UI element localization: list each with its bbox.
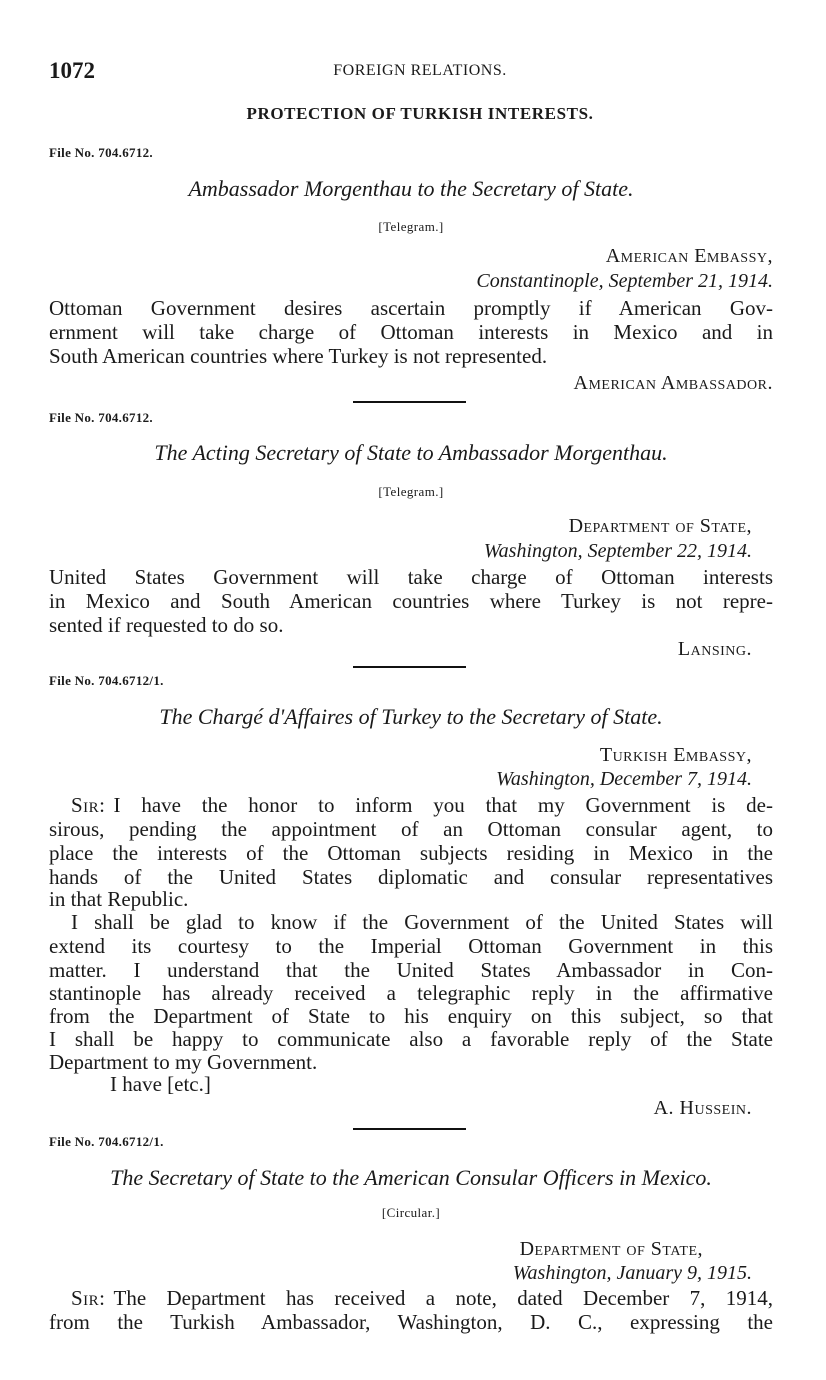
sender-place: Department of State, bbox=[568, 515, 752, 537]
body-line: Ottoman Government desires ascertain promptly if American Gov- bbox=[49, 296, 773, 320]
document-heading: The Acting Secretary of State to Ambassador Morgenthau. bbox=[154, 440, 668, 465]
body-line: South American countries where Turkey is not represented. bbox=[49, 344, 548, 368]
date-line: Washington, January 9, 1915. bbox=[512, 1262, 752, 1284]
document-type-tag: [Telegram.] bbox=[378, 219, 444, 234]
sender-place: Turkish Embassy, bbox=[599, 744, 752, 766]
signature: Lansing. bbox=[677, 638, 752, 660]
divider bbox=[353, 666, 466, 668]
body-line: from the Department of State to his enquiry on this subject, so that bbox=[49, 1004, 773, 1028]
file-number: File No. 704.6712/1. bbox=[49, 1134, 164, 1149]
body-line: I shall be glad to know if the Government of the United States will bbox=[71, 910, 773, 934]
closing-line: I have [etc.] bbox=[110, 1072, 211, 1096]
body-line: extend its courtesy to the Imperial Ottoman Government in this bbox=[49, 934, 773, 958]
body-line: from the Turkish Ambassador, Washington, D. C., expressing the bbox=[49, 1310, 773, 1334]
running-head: FOREIGN RELATIONS. bbox=[333, 62, 507, 79]
body-line: Sir: I have the honor to inform you that my Government is de- bbox=[71, 793, 773, 817]
body-line: matter. I understand that the United States Ambassador in Con- bbox=[49, 958, 773, 982]
body-line: United States Government will take charge of Ottoman interests bbox=[49, 565, 773, 589]
divider bbox=[353, 1128, 466, 1130]
sender-place: American Embassy, bbox=[605, 245, 773, 267]
body-line: place the interests of the Ottoman subjects residing in Mexico in the bbox=[49, 841, 773, 865]
section-title: PROTECTION OF TURKISH INTERESTS. bbox=[246, 104, 594, 123]
date-line: Washington, December 7, 1914. bbox=[496, 768, 752, 790]
sender-place: Department of State, bbox=[519, 1238, 703, 1260]
file-number: File No. 704.6712. bbox=[49, 410, 153, 425]
body-line: sented if requested to do so. bbox=[49, 613, 284, 637]
file-number: File No. 704.6712. bbox=[49, 145, 153, 160]
document-type-tag: [Circular.] bbox=[381, 1205, 441, 1220]
body-line: in Mexico and South American countries where Turkey is not repre- bbox=[49, 589, 773, 613]
document-type-tag: [Telegram.] bbox=[378, 484, 444, 499]
date-line: Constantinople, September 21, 1914. bbox=[476, 270, 773, 292]
document-heading: The Secretary of State to the American Consular Officers in Mexico. bbox=[110, 1165, 712, 1190]
divider bbox=[353, 401, 466, 403]
salutation: Sir: bbox=[71, 793, 106, 817]
document-heading: Ambassador Morgenthau to the Secretary of State. bbox=[188, 176, 634, 201]
body-line: Sir: The Department has received a note, dated December 7, 1914, bbox=[71, 1286, 773, 1310]
file-number: File No. 704.6712/1. bbox=[49, 673, 164, 688]
page-number: 1072 bbox=[49, 58, 95, 83]
date-line: Washington, September 22, 1914. bbox=[483, 540, 752, 562]
salutation: Sir: bbox=[71, 1286, 106, 1310]
body-line: ernment will take charge of Ottoman interests in Mexico and in bbox=[49, 320, 773, 344]
document-heading: The Chargé d'Affaires of Turkey to the Secretary of State. bbox=[159, 704, 663, 729]
signature: American Ambassador. bbox=[573, 372, 773, 394]
body-line: stantinople has already received a telegraphic reply in the affirmative bbox=[49, 981, 773, 1005]
body-line: in that Republic. bbox=[49, 887, 189, 911]
body-line: hands of the United States diplomatic and consular representatives bbox=[49, 865, 773, 889]
body-line: sirous, pending the appointment of an Ottoman consular agent, to bbox=[49, 817, 773, 841]
document-page bbox=[49, 0, 773, 1380]
signature: A. Hussein. bbox=[653, 1097, 752, 1119]
body-line: I shall be happy to communicate also a favorable reply of the State bbox=[49, 1027, 773, 1051]
body-line: Department to my Government. bbox=[49, 1050, 318, 1074]
